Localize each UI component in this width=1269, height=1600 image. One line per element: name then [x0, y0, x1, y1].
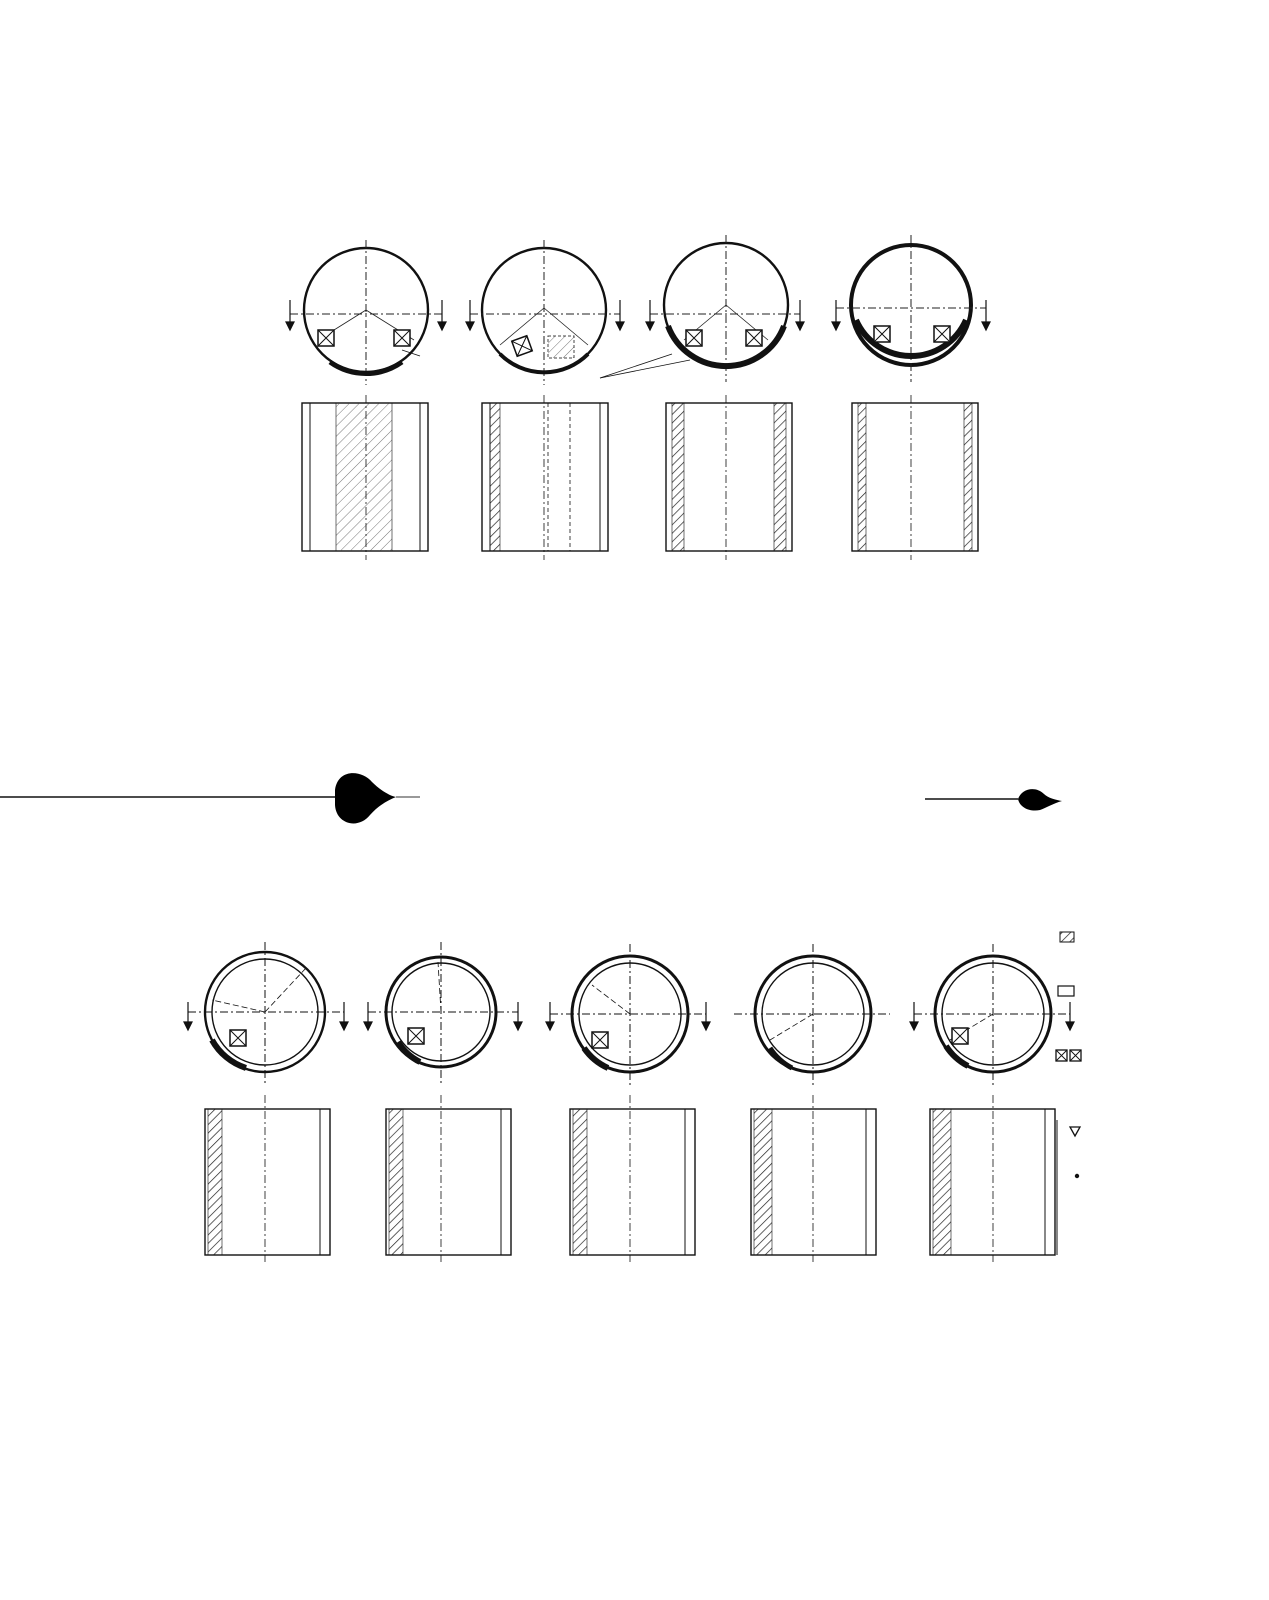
section-7-drawing [570, 1109, 695, 1255]
section-3-drawing [666, 403, 792, 551]
ink-blot-left [0, 773, 420, 823]
stage-2-circle [470, 240, 620, 385]
bottom-row-sections [205, 1095, 1055, 1262]
section-2-drawing [482, 403, 608, 551]
stage-5-circle [188, 942, 344, 1085]
legend-lined-swatch [1060, 932, 1074, 942]
section-transition-drawing [751, 1109, 876, 1255]
legend [1056, 932, 1081, 1255]
stage-1-circle [290, 240, 442, 385]
stage-6-circle [368, 942, 518, 1085]
section-1-drawing [302, 403, 428, 551]
legend-podleski-icon [1070, 1127, 1080, 1136]
legend-done-swatch [1058, 986, 1074, 996]
stage-4-circle [836, 235, 986, 382]
section-8-drawing [930, 1109, 1055, 1255]
top-row-circles [286, 235, 990, 385]
ink-blot-right [925, 789, 1062, 810]
stage-3-circle [650, 235, 800, 382]
section-6-drawing [386, 1109, 511, 1255]
section-4-drawing [852, 403, 978, 551]
stage-7-circle [550, 944, 706, 1086]
stage-transition-circle [734, 944, 890, 1086]
section-5-drawing [205, 1109, 330, 1255]
legend-work-icon [1075, 1174, 1079, 1178]
top-row-sections [302, 395, 978, 560]
bottom-row-circles [184, 942, 1074, 1086]
legend-packs-swatch [1056, 1050, 1081, 1061]
stage-8-circle [914, 944, 1070, 1086]
